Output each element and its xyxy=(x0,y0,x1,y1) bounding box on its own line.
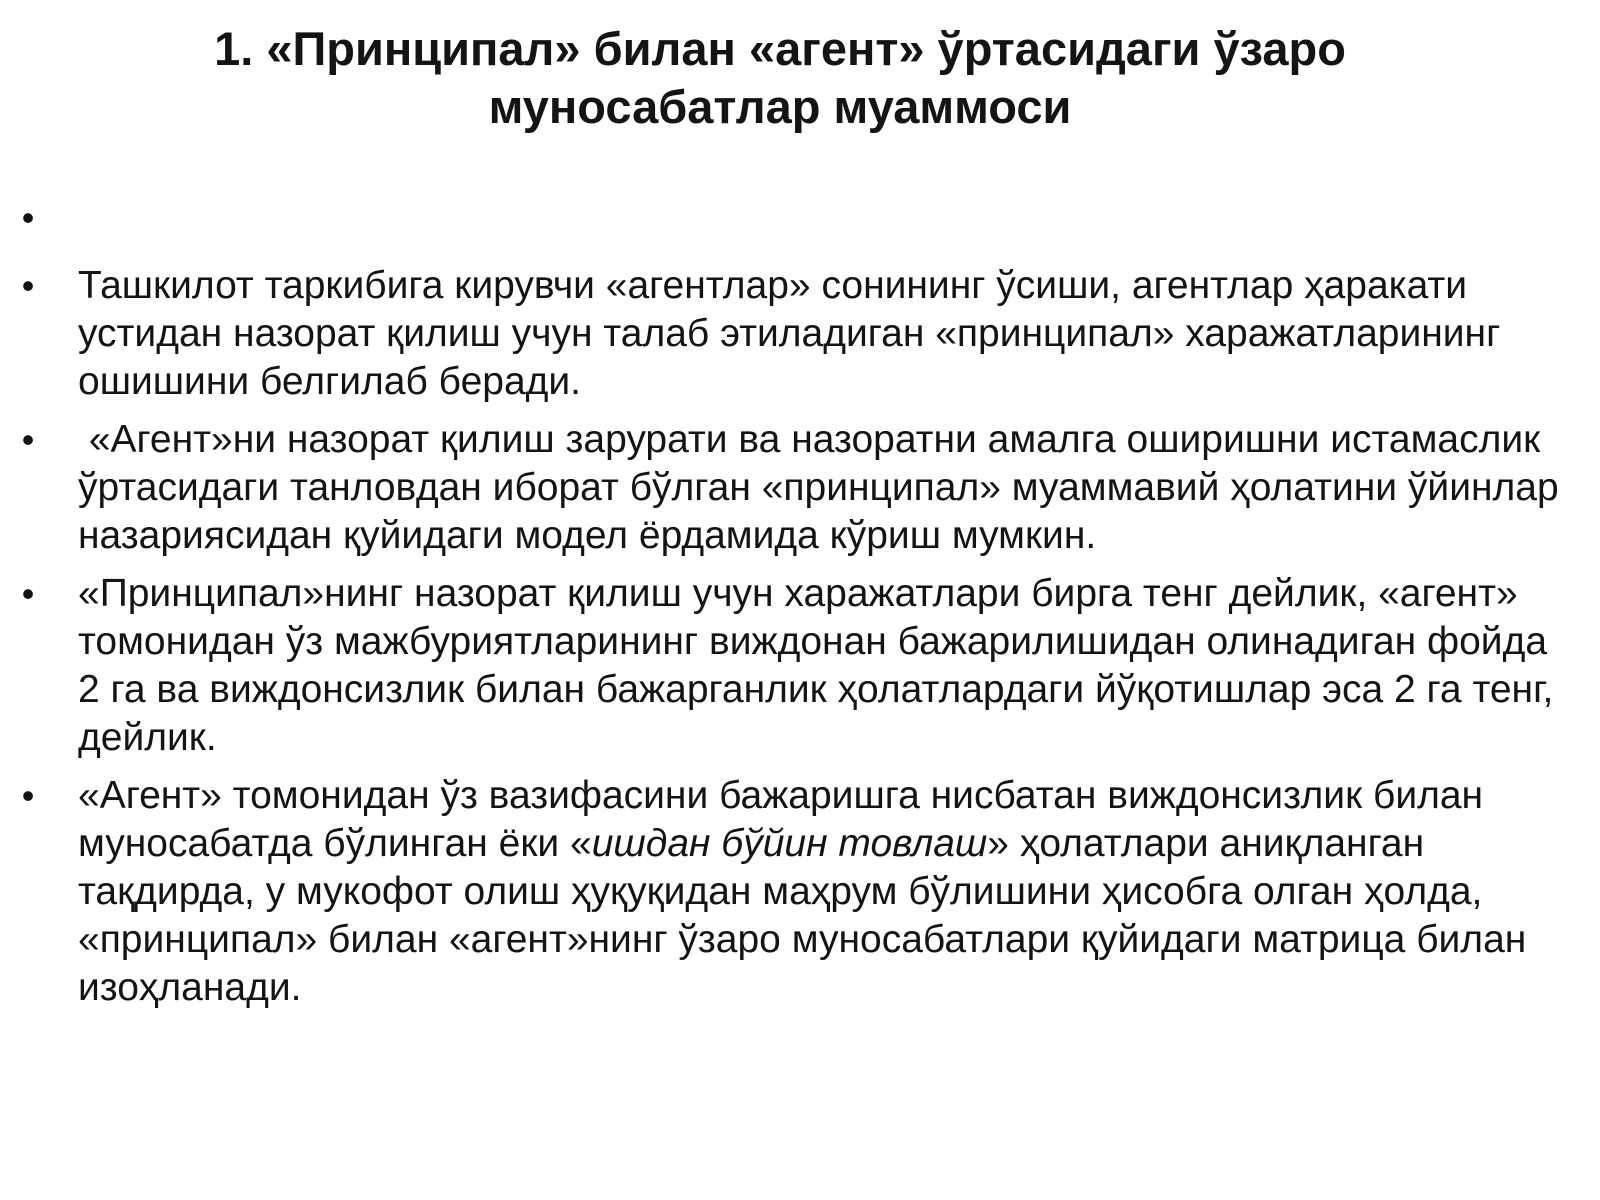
bullet-dot-icon: • xyxy=(21,573,35,614)
bullet-item-empty xyxy=(0,194,1600,242)
slide-title xyxy=(80,20,1480,136)
bullet-dot-icon: • xyxy=(21,419,35,460)
bullet-item-agents-growth xyxy=(0,262,1600,406)
bullet-text-after: » ҳолатлари аниқланган тақдирда, у мукофот олиш ҳуқуқидан маҳрум бўлишини ҳисобга олган ҳолда, «принципал» билан «агент»нинг ўзаро муносабатлари қуйидаги матрица билан изоҳланади. xyxy=(78,822,1527,1009)
bullet-text-italic: ишдан бўйин товлаш xyxy=(591,822,988,865)
bullet-dot-icon: • xyxy=(21,775,35,816)
bullet-item-costs-assumption xyxy=(0,570,1600,762)
bullet-text xyxy=(78,774,1526,1009)
slide-title-line-1: 1. «Принципал» билан «агент» ўртасидаги ўзаро xyxy=(214,22,1346,75)
bullet-item-control-dilemma xyxy=(0,416,1600,560)
bullet-dot-icon: • xyxy=(21,197,35,238)
bullet-item-matrix-intro xyxy=(0,772,1600,1012)
bullet-text: «Агент»ни назорат қилиш зарурати ва назоратни амалга оширишни истамаслик ўртасидаги танловдан иборат бўлган «принципал» муаммавий ҳолатини ўйинлар назариясидан қуйидаги модел ёрдамида кўриш мумкин. xyxy=(78,418,1570,557)
bullet-text-before: «Агент» томонидан ўз вазифасини бажаришга нисбатан виждонсизлик билан муносабатда бўлинган ёки « xyxy=(78,774,1484,865)
slide-title-line-2: муносабатлар муаммоси xyxy=(488,80,1072,133)
bullet-text: Ташкилот таркибига кирувчи «агентлар» сонининг ўсиши, агентлар ҳаракати устидан назорат қилиш учун талаб этиладиган «принципал» харажатларининг ошишини белгилаб беради. xyxy=(78,264,1501,403)
bullet-list xyxy=(0,194,1600,1022)
bullet-text: «Принципал»нинг назорат қилиш учун харажатлари бирга тенг дейлик, «агент» томонидан ўз мажбуриятларининг виждонан бажарилишидан олинадиган фойда 2 га ва виждонсизлик билан бажарганлик ҳолатлардаги йўқотишлар эса 2 га тенг, дейлик. xyxy=(78,572,1554,759)
bullet-dot-icon: • xyxy=(21,265,35,306)
